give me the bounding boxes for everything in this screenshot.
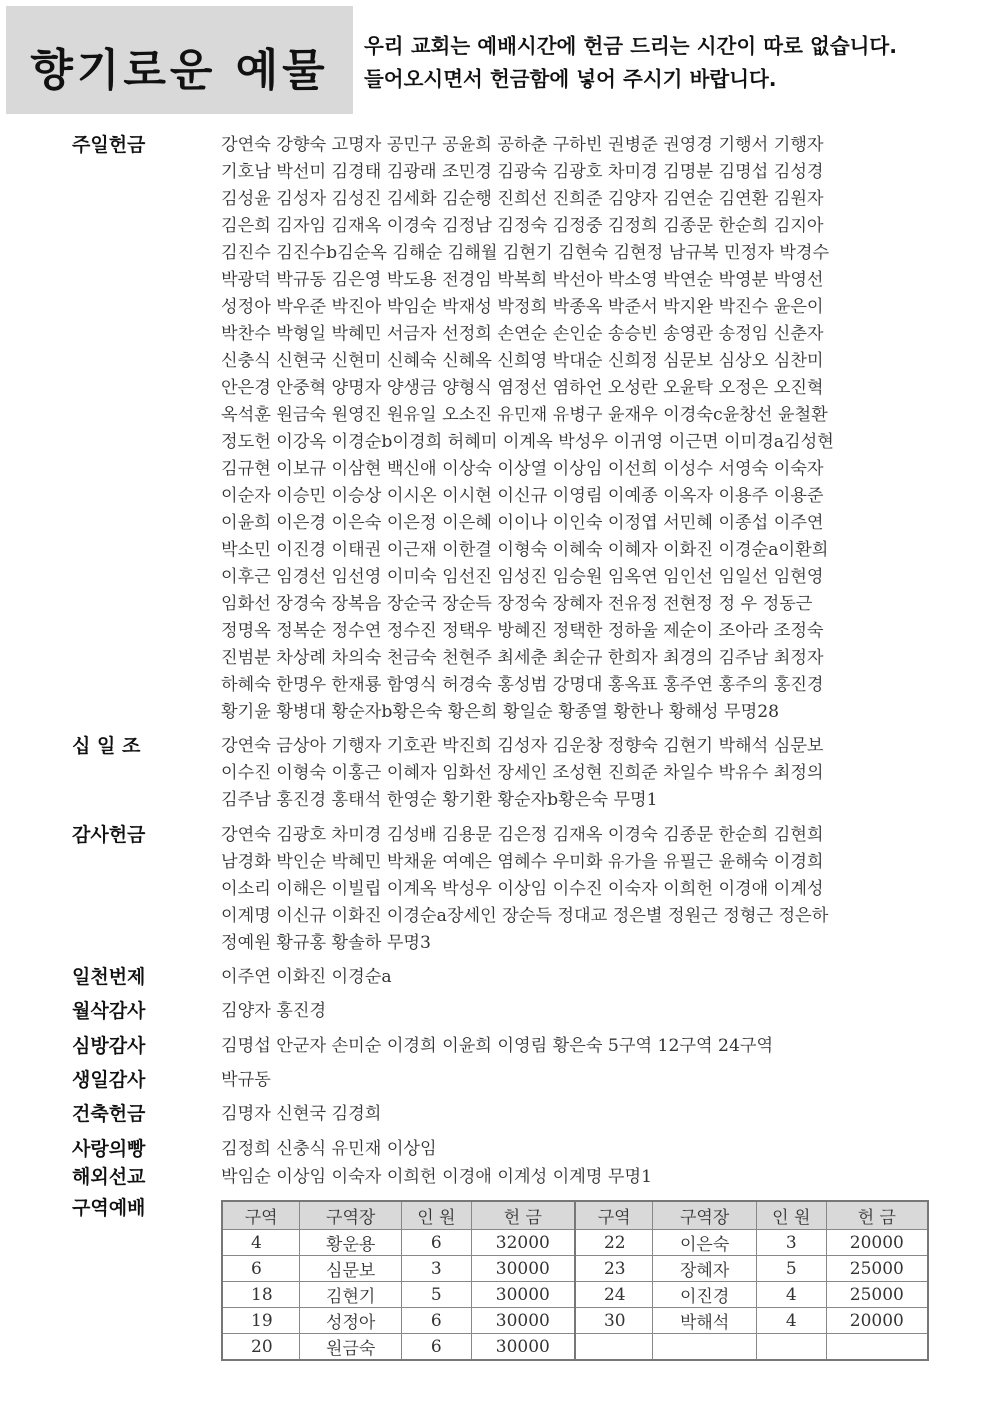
section-label: 월삭감사: [72, 1000, 146, 1022]
table-cell: 30000: [471, 1282, 575, 1308]
table-cell: [575, 1334, 653, 1361]
page-title: 향기로운 예물: [30, 45, 329, 96]
column-header: 구역: [575, 1201, 653, 1230]
name-line: 강연숙 김광호 차미경 김성배 김용문 김은정 김재옥 이경숙 김종문 한순희 김현희: [221, 825, 824, 845]
table-cell: 김현기: [300, 1282, 402, 1308]
name-line: 정예원 황규홍 황솔하 무명3: [221, 933, 431, 953]
table-cell: 3: [401, 1256, 471, 1282]
name-line: 안은경 안중혁 양명자 양생금 양형식 염정선 염하언 오성란 오윤탁 오정은 오진혁: [221, 378, 824, 398]
name-line: 박광덕 박규동 김은영 박도용 전경임 박복희 박선아 박소영 박연순 박영분 박영선: [221, 270, 824, 290]
table-cell: [756, 1334, 826, 1361]
table-cell: 25000: [826, 1256, 928, 1282]
table-row: [222, 1308, 928, 1334]
table-cell: 이은숙: [653, 1230, 757, 1256]
name-line: 이후근 임경선 임선영 이미숙 임선진 임성진 임승원 임옥연 임인선 임일선 임현영: [221, 567, 824, 587]
table-cell: 6: [401, 1308, 471, 1334]
table-cell: [826, 1334, 928, 1361]
section-label: 해외선교: [72, 1166, 146, 1188]
column-header: 구역장: [653, 1201, 757, 1230]
section-label: 사랑의빵: [72, 1138, 146, 1160]
table-cell: 20: [222, 1334, 300, 1361]
table-cell: 5: [756, 1256, 826, 1282]
name-line: 이수진 이형숙 이홍근 이혜자 임화선 장세인 조성현 진희준 차일수 박유수 최정의: [221, 763, 824, 783]
table-cell: 25000: [826, 1282, 928, 1308]
table-cell: 18: [222, 1282, 300, 1308]
name-line: 신충식 신현국 신현미 신혜숙 신혜옥 신희영 박대순 신희정 심문보 심상오 심찬미: [221, 351, 824, 371]
name-line: 박찬수 박형일 박혜민 서금자 선정희 손연순 손인순 송승빈 송영관 송정임 신춘자: [221, 324, 824, 344]
table-cell: 19: [222, 1308, 300, 1334]
name-line: 김규현 이보규 이삼현 백신애 이상숙 이상열 이상임 이선희 이성수 서영숙 이숙자: [221, 459, 824, 479]
name-list: 박임순 이상임 이숙자 이희헌 이경애 이계성 이계명 무명1: [221, 1167, 653, 1187]
column-header: 인 원: [401, 1201, 471, 1230]
section-label: 감사헌금: [72, 824, 146, 846]
section-label: 생일감사: [72, 1069, 146, 1091]
name-list: 김명섭 안군자 손미순 이경희 이윤희 이영림 황은숙 5구역 12구역 24구역: [221, 1036, 774, 1056]
table-cell: 원금숙: [300, 1334, 402, 1361]
section-label: 구역예배: [72, 1197, 146, 1219]
name-line: 남경화 박인순 박혜민 박채윤 여예은 염혜수 우미화 유가을 유필근 윤해숙 이경희: [221, 852, 824, 872]
name-line: 정명옥 정복순 정수연 정수진 정택우 방혜진 정택한 정하울 제순이 조아라 조정숙: [221, 621, 824, 641]
name-line: 정도헌 이강옥 이경순b이경희 허혜미 이계옥 박성우 이귀영 이근면 이미경a김성현: [221, 432, 834, 452]
name-line: 김은희 김자임 김재옥 이경숙 김정남 김정숙 김정중 김정희 김종문 한순희 김지아: [221, 216, 824, 236]
table-row: [222, 1230, 928, 1256]
notice: [364, 30, 984, 96]
table-cell: 심문보: [300, 1256, 402, 1282]
table-cell: 20000: [826, 1308, 928, 1334]
name-line: 임화선 장경숙 장복음 장순국 장순득 장정숙 장혜자 전유정 전현정 정 우 정동근: [221, 594, 813, 614]
name-line: 박소민 이진경 이태권 이근재 이한결 이형숙 이혜숙 이혜자 이화진 이경순a이환희: [221, 540, 829, 560]
table-cell: 장혜자: [653, 1256, 757, 1282]
table-cell: 성정아: [300, 1308, 402, 1334]
name-line: 김진수 김진수b김순옥 김해순 김해월 김현기 김현숙 김현정 남규복 민정자 박경수: [221, 243, 830, 263]
section-label: 십 일 조: [72, 735, 141, 757]
section-label: 건축헌금: [72, 1103, 146, 1125]
table-row: [222, 1334, 928, 1361]
section-label: 주일헌금: [72, 134, 146, 156]
table-cell: 4: [222, 1230, 300, 1256]
table-cell: 32000: [471, 1230, 575, 1256]
name-list: 김양자 홍진경: [221, 1001, 327, 1021]
name-line: 진범분 차상례 차의숙 천금숙 천현주 최세춘 최순규 한희자 최경의 김주남 최정자: [221, 648, 824, 668]
table-cell: 30000: [471, 1334, 575, 1361]
table-cell: 6: [401, 1230, 471, 1256]
table-row: [222, 1256, 928, 1282]
name-line: 이계명 이신규 이화진 이경순a장세인 장순득 정대교 정은별 정원근 정형근 정은하: [221, 906, 829, 926]
name-line: 김주남 홍진경 홍태석 한영순 황기환 황순자b황은숙 무명1: [221, 790, 658, 810]
name-line: 하혜숙 한명우 한재룡 함영식 허경숙 홍성범 강명대 홍옥표 홍주연 홍주의 홍진경: [221, 675, 824, 695]
name-list: [221, 822, 941, 957]
table-cell: 6: [222, 1256, 300, 1282]
title-box: [6, 6, 353, 114]
name-list: [221, 733, 941, 814]
table-cell: [653, 1334, 757, 1361]
name-line: 이소리 이해은 이빌립 이계옥 박성우 이상임 이수진 이숙자 이희헌 이경애 이계성: [221, 879, 824, 899]
name-list: [221, 132, 941, 726]
name-list: 김정희 신충식 유민재 이상임: [221, 1139, 437, 1159]
table-cell: 3: [756, 1230, 826, 1256]
name-list: 김명자 신현국 김경희: [221, 1104, 382, 1124]
column-header: 헌 금: [471, 1201, 575, 1230]
column-header: 구역장: [300, 1201, 402, 1230]
table-cell: 4: [756, 1282, 826, 1308]
name-line: 이순자 이승민 이승상 이시온 이시현 이신규 이영림 이예종 이옥자 이용주 이용준: [221, 486, 824, 506]
name-line: 옥석훈 원금숙 원영진 원유일 오소진 유민재 유병구 윤재우 이경숙c윤창선 윤철환: [221, 405, 828, 425]
table-header-row: [222, 1201, 928, 1230]
column-header: 구역: [222, 1201, 300, 1230]
table-cell: 23: [575, 1256, 653, 1282]
name-list: 이주연 이화진 이경순a: [221, 967, 392, 987]
column-header: 헌 금: [826, 1201, 928, 1230]
table-cell: 22: [575, 1230, 653, 1256]
notice-line: 들어오시면서 헌금함에 넣어 주시기 바랍니다.: [364, 67, 777, 91]
name-list: 박규동: [221, 1070, 271, 1090]
table-cell: 이진경: [653, 1282, 757, 1308]
table-cell: 30000: [471, 1308, 575, 1334]
table-cell: 30000: [471, 1256, 575, 1282]
name-line: 성정아 박우준 박진아 박임순 박재성 박정희 박종옥 박준서 박지완 박진수 윤은이: [221, 297, 824, 317]
name-line: 황기윤 황병대 황순자b황은숙 황은희 황일순 황종열 황한나 황해성 무명28: [221, 702, 780, 722]
table-cell: 5: [401, 1282, 471, 1308]
table-cell: 30: [575, 1308, 653, 1334]
section-label: 심방감사: [72, 1035, 146, 1057]
table-row: [222, 1282, 928, 1308]
table-cell: 박해석: [653, 1308, 757, 1334]
table-cell: 6: [401, 1334, 471, 1361]
district-table: [221, 1200, 929, 1361]
column-header: 인 원: [756, 1201, 826, 1230]
section-label: 일천번제: [72, 966, 146, 988]
table-cell: 20000: [826, 1230, 928, 1256]
table-cell: 24: [575, 1282, 653, 1308]
table-cell: 황운용: [300, 1230, 402, 1256]
table-cell: 4: [756, 1308, 826, 1334]
notice-line: 우리 교회는 예배시간에 헌금 드리는 시간이 따로 없습니다.: [364, 34, 898, 58]
name-line: 강연숙 강향숙 고명자 공민구 공윤희 공하춘 구하빈 권병준 권영경 기행서 기행자: [221, 135, 824, 155]
name-line: 강연숙 금상아 기행자 기호관 박진희 김성자 김운창 정향숙 김현기 박해석 심문보: [221, 736, 824, 756]
name-line: 김성윤 김성자 김성진 김세화 김순행 진희선 진희준 김양자 김연순 김연환 김원자: [221, 189, 824, 209]
name-line: 이윤희 이은경 이은숙 이은정 이은혜 이이나 이인숙 이정엽 서민혜 이종섭 이주연: [221, 513, 824, 533]
name-line: 기호남 박선미 김경태 김광래 조민경 김광숙 김광호 차미경 김명분 김명섭 김성경: [221, 162, 824, 182]
